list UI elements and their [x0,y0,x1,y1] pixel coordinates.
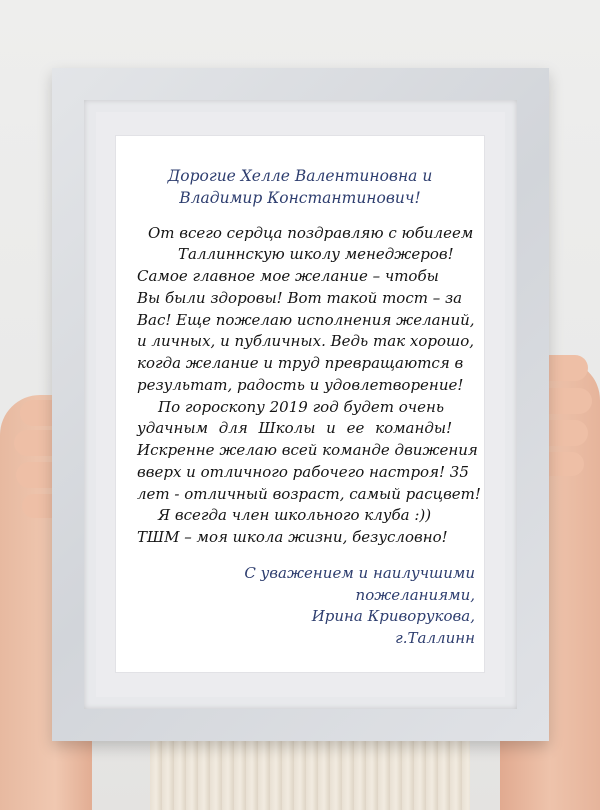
body-line: По гороскопу 2019 год будет очень [158,398,444,416]
body-line: лет - отличный возраст, самый расцвет! [137,485,481,503]
body-line: Искренне желаю всей команде движения [137,441,478,459]
closing-line-1: С уважением и наилучшими [244,564,475,582]
body-line: От всего сердца поздравляю с юбилеем [148,224,474,242]
signature-city: г.Таллинн [395,629,475,647]
body-line: Таллиннскую школу менеджеров! [178,245,454,263]
body-line: Вы были здоровы! Вот такой тост – за [137,289,463,307]
body-line: и личных, и публичных. Ведь так хорошо, [137,332,475,350]
greeting-line-2: Владимир Константинович! [179,189,421,207]
greeting-line-1: Дорогие Хелле Валентиновна и [167,167,433,185]
closing-line-2: пожеланиями, [355,586,475,604]
body-line: Вас! Еще пожелаю исполнения желаний, [137,311,475,329]
body-line: ТШМ – моя школа жизни, безусловно! [137,528,448,546]
body-line: Я всегда член школьного клуба :)) [158,506,432,524]
body-line: когда желание и труд превращаются в [137,354,464,372]
body-line: результат, радость и удовлетворение! [137,376,464,394]
body-line: вверх и отличного рабочего настроя! 35 [137,463,469,481]
sweater [150,735,470,810]
signature-name: Ирина Криворукова, [311,607,475,625]
body-line: удачным для Школы и ее команды! [137,419,453,437]
body-line: Самое главное мое желание – чтобы [137,267,439,285]
